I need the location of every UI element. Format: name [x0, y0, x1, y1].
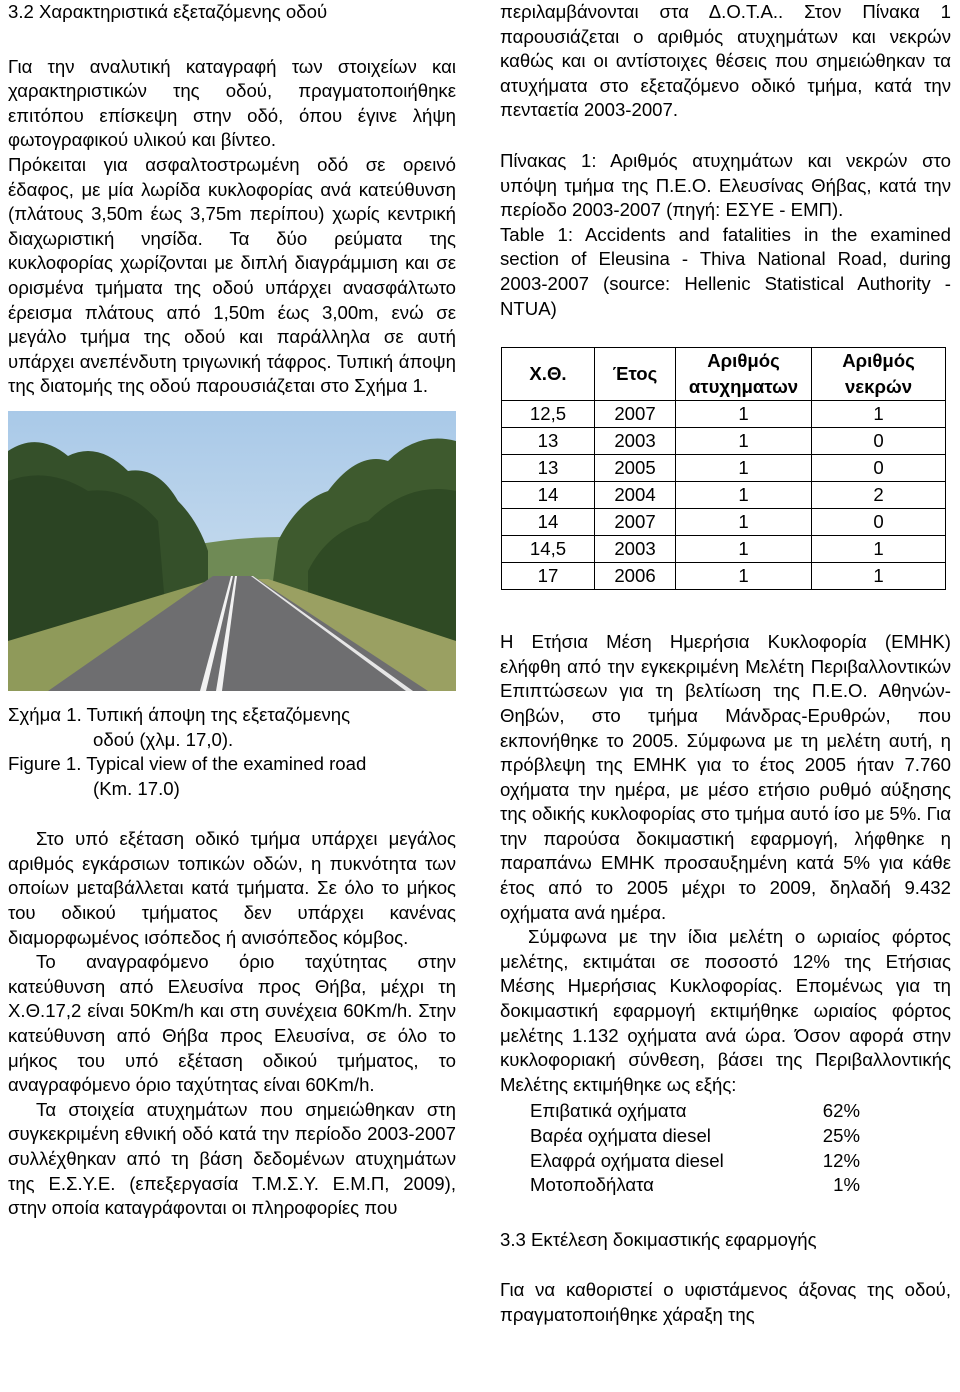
vehicle-percent: 62% [822, 1100, 860, 1122]
list-item [500, 1173, 951, 1198]
header-accidents: Αριθμός ατυχηματων [676, 348, 812, 401]
figure-caption-english-cont: (Km. 17.0) [93, 777, 180, 799]
cell-accidents: 1 [676, 509, 812, 536]
figure-caption-greek-cont: οδού (χλμ. 17,0). [93, 728, 234, 750]
paragraph-road-description: Πρόκειται για ασφαλτοστρωμένη οδό σε ορεινό έδαφος, με μία λωρίδα κυκλοφορίας ανά κατεύθυνση (πλάτους 3,50m έως 3,75m περίπου) χωρίς κεντρική διαχωριστική νησίδα. Τα δύο ρεύματα της κυκλοφορίας χωρίζονται με διπλή διαγράμμιση και σε ορισμένα τμήματα της οδού υπάρχει ανασφάλτωτο έρεισμα πλάτους από 1,50m έως 3,00m, ενώ σε μεγάλο τμήμα της οδού και παράλληλα σε αυτή υπάρχει ανεπένδυτη τριγωνική τάφρος. Τυπική άποψη της διατομής της οδού παρουσιάζεται στο Σχήμα 1. [8, 153, 456, 397]
cell-fatalities: 1 [812, 401, 946, 428]
cell-fatalities: 0 [812, 428, 946, 455]
cell-year: 2004 [595, 482, 676, 509]
paragraph-table-intro: περιλαμβάνονται στα Δ.Ο.Τ.Α.. Στον Πίνακα 1 παρουσιάζεται ο αριθμός ατυχημάτων και νεκρών καθώς και οι αντίστοιχες θέσεις που σημειώθηκαν τα ατυχήματα στο εξεταζόμενο οδικό τμήμα, κατά την πενταετία 2003-2007. [500, 1, 951, 121]
figure-caption [8, 703, 456, 801]
cell-position: 14 [502, 482, 595, 509]
paragraph-accident-data: Τα στοιχεία ατυχημάτων που σημειώθηκαν στη συγκεκριμένη εθνική οδό κατά την περίοδο 2003-2007 συλλέχθηκαν από τη βάση δεδομένων ατυχημάτων της Ε.Σ.Υ.Ε. (επεξεργασία Τ.Μ.Σ.Υ. Ε.Μ.Π, 2009), στην οποία καταγράφονται οι πληροφορίες που [8, 1098, 456, 1219]
cell-position: 13 [502, 428, 595, 455]
cell-accidents: 1 [676, 455, 812, 482]
cell-position: 17 [502, 563, 595, 590]
cell-fatalities: 1 [812, 536, 946, 563]
road-photo [8, 411, 456, 691]
cell-year: 2006 [595, 563, 676, 590]
cell-year: 2003 [595, 428, 676, 455]
cell-accidents: 1 [676, 482, 812, 509]
paragraph-traffic-volume: Η Ετήσια Μέση Ημερήσια Κυκλοφορία (ΕΜΗΚ) ελήφθη από την εγκεκριμένη Μελέτη Περιβαλλοντικών Επιπτώσεων για τη βελτίωση της Π.Ε.Ο. Αθηνών-Θηβών, στο τμήμα Μάνδρας-Ερυθρών, που εκπονήθηκε το 2005. Σύμφωνα με τη μελέτη αυτή, η πρόβλεψη της ΕΜΗΚ για το έτος 2005 ήταν 7.760 οχήματα την ημέρα, με μέσο ετήσιο ρυθμό αύξησης της οδικής κυκλοφορίας στο τμήμα αυτό ίσο με 5%. Για την παρούσα δοκιμαστική εφαρμογή, λήφθηκε η παραπάνω ΕΜΗΚ προσαυξημένη κατά 5% για κάθε έτος από το 2005 μέχρι το 2009, δηλαδή 9.432 οχήματα ανά ημέρα. [500, 631, 951, 923]
list-item [500, 1149, 951, 1174]
paragraph-hourly-load: Σύμφωνα με την ίδια μελέτη ο ωριαίος φόρτος μελέτης, εκτιμάται σε ποσοστό 12% της Ετήσιας Μέσης Ημερήσιας Κυκλοφορίας. Επομένως για τη δοκιμαστική εφαρμογή εκτιμήθηκε ωριαίος φόρτος μελέτης 1.132 οχήματα ανά ώρα. Όσον αφορά στην κυκλοφοριακή σύνθεση, βάσει της Περιβαλλοντικής Μελέτης εκτιμήθηκε ως εξής: [500, 926, 951, 1095]
cell-year: 2005 [595, 455, 676, 482]
table-caption-english: Table 1: Accidents and fatalities in the examined section of Eleusina - Thiva National Road, during 2003-2007 (source: Hellenic Statistical Authority - NTUA) [500, 223, 951, 319]
cell-fatalities: 1 [812, 563, 946, 590]
table-row [502, 482, 946, 509]
list-item [500, 1124, 951, 1149]
table-caption-greek: Πίνακας 1: Αριθμός ατυχημάτων και νεκρών στο υπόψη τμήμα της Π.Ε.Ο. Ελευσίνας Θήβας, κατά την περίοδο 2003-2007 (πηγή: ΕΣΥΕ - ΕΜΠ). [500, 149, 951, 221]
vehicle-composition-list [500, 1099, 951, 1197]
cell-year: 2007 [595, 509, 676, 536]
cell-fatalities: 2 [812, 482, 946, 509]
table-row [502, 401, 946, 428]
accidents-table [501, 347, 946, 590]
table-header-row [502, 348, 946, 401]
table-row [502, 563, 946, 590]
left-column [8, 0, 456, 1221]
section-heading-3-3: 3.3 Εκτέλεση δοκιμαστικής εφαρμογής [500, 1228, 817, 1250]
cell-position: 12,5 [502, 401, 595, 428]
figure-caption-english: Figure 1. Typical view of the examined road [8, 753, 367, 775]
road-photo-illustration [8, 411, 456, 691]
cell-position: 14,5 [502, 536, 595, 563]
cell-fatalities: 0 [812, 455, 946, 482]
cell-position: 14 [502, 509, 595, 536]
cell-accidents: 1 [676, 401, 812, 428]
cell-year: 2007 [595, 401, 676, 428]
vehicle-percent: 25% [822, 1125, 860, 1146]
paragraph-crossroads: Στο υπό εξέταση οδικό τμήμα υπάρχει μεγάλος αριθμός εγκάρσιων τοπικών οδών, η πυκνότητα των οποίων μεταβάλλεται κατά τμήματα. Σε όλο το μήκος του οδικού τμήματος δεν υπάρχει κανένας διαμορφωμένος ισόπεδος ή ανισόπεδος κόμβος. [8, 828, 456, 948]
table-row [502, 509, 946, 536]
figure-caption-greek: Σχήμα 1. Τυπική άποψη της εξεταζόμενης [8, 703, 351, 725]
cell-accidents: 1 [676, 563, 812, 590]
vehicle-type: Βαρέα οχήματα diesel [530, 1125, 711, 1146]
paragraph-speed-limit: Το αναγραφόμενο όριο ταχύτητας στην κατεύθυνση από Ελευσίνα προς Θήβα, μέχρι τη Χ.Θ.17,2 είναι 50Km/h και στη συνέχεια 60Km/h. Στην κατεύθυνση από Θήβα προς Ελευσίνα, σε όλο το μήκος του υπό εξέταση οδικού τμήματος, το αναγραφόμενο όριο ταχύτητας είναι 60Km/h. [8, 951, 456, 1096]
vehicle-type: Επιβατικά οχήματα [530, 1100, 687, 1122]
cell-year: 2003 [595, 536, 676, 563]
paragraph-site-visit: Για την αναλυτική καταγραφή των στοιχείων και χαρακτηριστικών της οδού, πραγματοποιήθηκε επιτόπου επίσκεψη στην οδό, όπου έγινε λήψη φωτογραφικού υλικού και βίντεο. [8, 55, 456, 151]
vehicle-type: Μοτοποδήλατα [530, 1174, 654, 1196]
paragraph-axis-definition: Για να καθοριστεί ο υφιστάμενος άξονας της οδού, πραγματοποιήθηκε χάραξη της [500, 1279, 951, 1325]
cell-accidents: 1 [676, 428, 812, 455]
header-position: Χ.Θ. [502, 348, 595, 401]
section-heading-3-2: 3.2 Χαρακτηριστικά εξεταζόμενης οδού [8, 1, 328, 22]
cell-position: 13 [502, 455, 595, 482]
table-row [502, 455, 946, 482]
list-item [500, 1099, 951, 1124]
right-column [500, 0, 951, 1328]
header-year: Έτος [595, 348, 676, 401]
cell-fatalities: 0 [812, 509, 946, 536]
vehicle-percent: 1% [833, 1174, 860, 1196]
header-fatalities: Αριθμός νεκρών [812, 348, 946, 401]
table-row [502, 536, 946, 563]
cell-accidents: 1 [676, 536, 812, 563]
vehicle-percent: 12% [822, 1149, 860, 1171]
table-row [502, 428, 946, 455]
vehicle-type: Ελαφρά οχήματα diesel [530, 1149, 724, 1171]
